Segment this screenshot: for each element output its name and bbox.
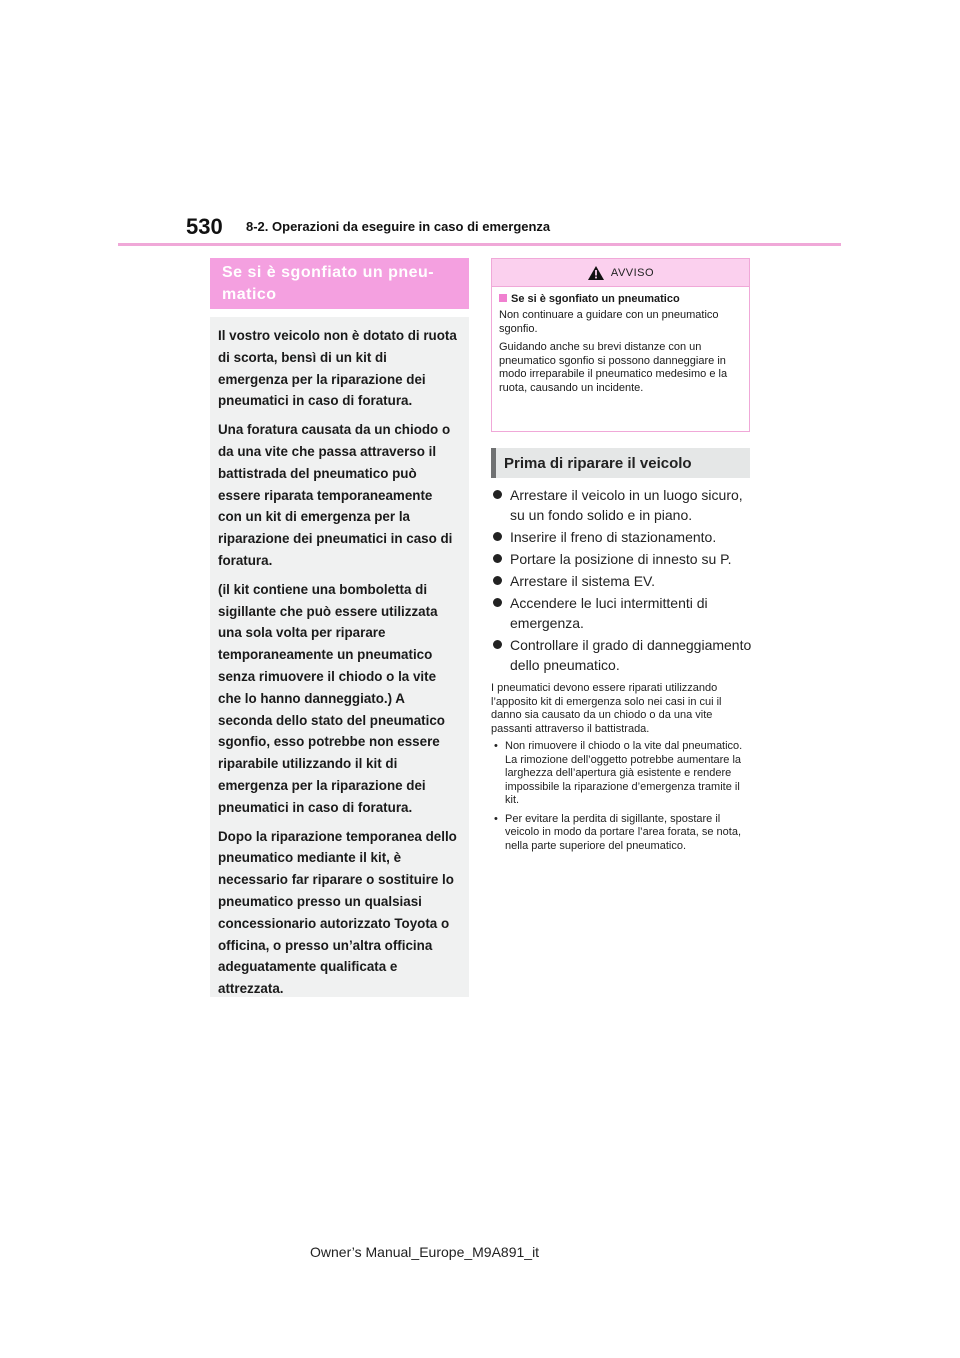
warning-header bbox=[492, 259, 749, 287]
left-heading bbox=[210, 258, 469, 309]
warning-triangle-icon bbox=[587, 265, 605, 281]
list-item: Arrestare il veicolo in un luogo sicuro, su un fondo solido e in piano. bbox=[491, 485, 753, 525]
note-sub-bullet: • Non rimuovere il chiodo o la vite dal pneumatico. La rimozione dell’oggetto potrebbe aumentare la larghezza dell’apertura già esistente e rendere impossibile la riparazione d’emergenza tramite il kit. bbox=[491, 740, 753, 808]
prima-heading bbox=[491, 448, 750, 478]
note-block bbox=[491, 682, 753, 858]
list-item: Arrestare il sistema EV. bbox=[491, 571, 753, 591]
page-number: 530 bbox=[186, 214, 223, 239]
square-bullet-icon bbox=[499, 294, 507, 302]
warning-body bbox=[492, 287, 749, 406]
section-title: 8-2. Operazioni da eseguire in caso di emergenza bbox=[246, 219, 551, 234]
left-paragraph: (il kit contiene una bomboletta di sigillante che può essere utilizzata una sola volta per riparare temporaneamente un pneumatico senza rimuovere il chiodo o la vite che lo hanno danneggiato.) A seconda dello stato del pneumatico sgonfio, esso potrebbe non essere riparabile utilizzando il kit di emergenza per la riparazione dei pneumatici in caso di foratura. bbox=[218, 581, 445, 815]
left-heading-line1: Se si è sgonfiato un pneu- bbox=[222, 264, 435, 281]
left-heading-line2: matico bbox=[222, 286, 277, 303]
warning-paragraph: Non continuare a guidare con un pneumatico sgonfio. bbox=[499, 309, 719, 335]
warning-box bbox=[491, 258, 750, 432]
warning-label: AVVISO bbox=[610, 266, 655, 279]
header-divider bbox=[118, 243, 841, 246]
left-paragraph: Una foratura causata da un chiodo o da una vite che passa attraverso il battistrada del pneumatico può essere riparata temporaneamente con un kit di emergenza per la riparazione dei pneumatici in caso di foratura. bbox=[218, 422, 453, 568]
list-item: Accendere le luci intermittenti di emergenza. bbox=[491, 593, 753, 633]
note-sub-bullet: • Per evitare la perdita di sigillante, spostare il veicolo in modo da portare l’area forata, se nota, nella parte superiore del pneumatico. bbox=[491, 813, 753, 854]
footer-text: Owner’s Manual_Europe_M9A891_it bbox=[310, 1244, 540, 1260]
procedure-list bbox=[491, 485, 753, 677]
list-item: Controllare il grado di danneggiamento dello pneumatico. bbox=[491, 635, 753, 675]
note-paragraph: I pneumatici devono essere riparati utilizzando l’apposito kit di emergenza solo nei casi in cui il danno sia causato da un chiodo o da una vite passanti attraverso il battistrada. bbox=[491, 682, 722, 735]
left-paragraph: Il vostro veicolo non è dotato di ruota di scorta, bensì di un kit di emergenza per la riparazione dei pneumatici in caso di foratura. bbox=[218, 328, 457, 409]
prima-heading-text: Prima di riparare il veicolo bbox=[504, 454, 692, 472]
left-paragraph: Dopo la riparazione temporanea dello pneumatico mediante il kit, è necessario far riparare o sostituire lo pneumatico presso un qualsiasi concessionario autorizzato Toyota o officina, o presso un’altra officina adeguatamente qualificata e attrezzata. bbox=[218, 828, 457, 997]
warning-paragraph: Guidando anche su brevi distanze con un pneumatico sgonfio si possono danneggiare in modo irreparabile il pneumatico medesimo e la ruota, causando un incidente. bbox=[499, 341, 728, 394]
warning-subheading-text: Se si è sgonfiato un pneumatico bbox=[511, 293, 680, 305]
list-item: Portare la posizione di innesto su P. bbox=[491, 549, 753, 569]
list-item: Inserire il freno di stazionamento. bbox=[491, 527, 753, 547]
left-info-box bbox=[210, 317, 469, 997]
warning-subheading bbox=[499, 293, 742, 305]
